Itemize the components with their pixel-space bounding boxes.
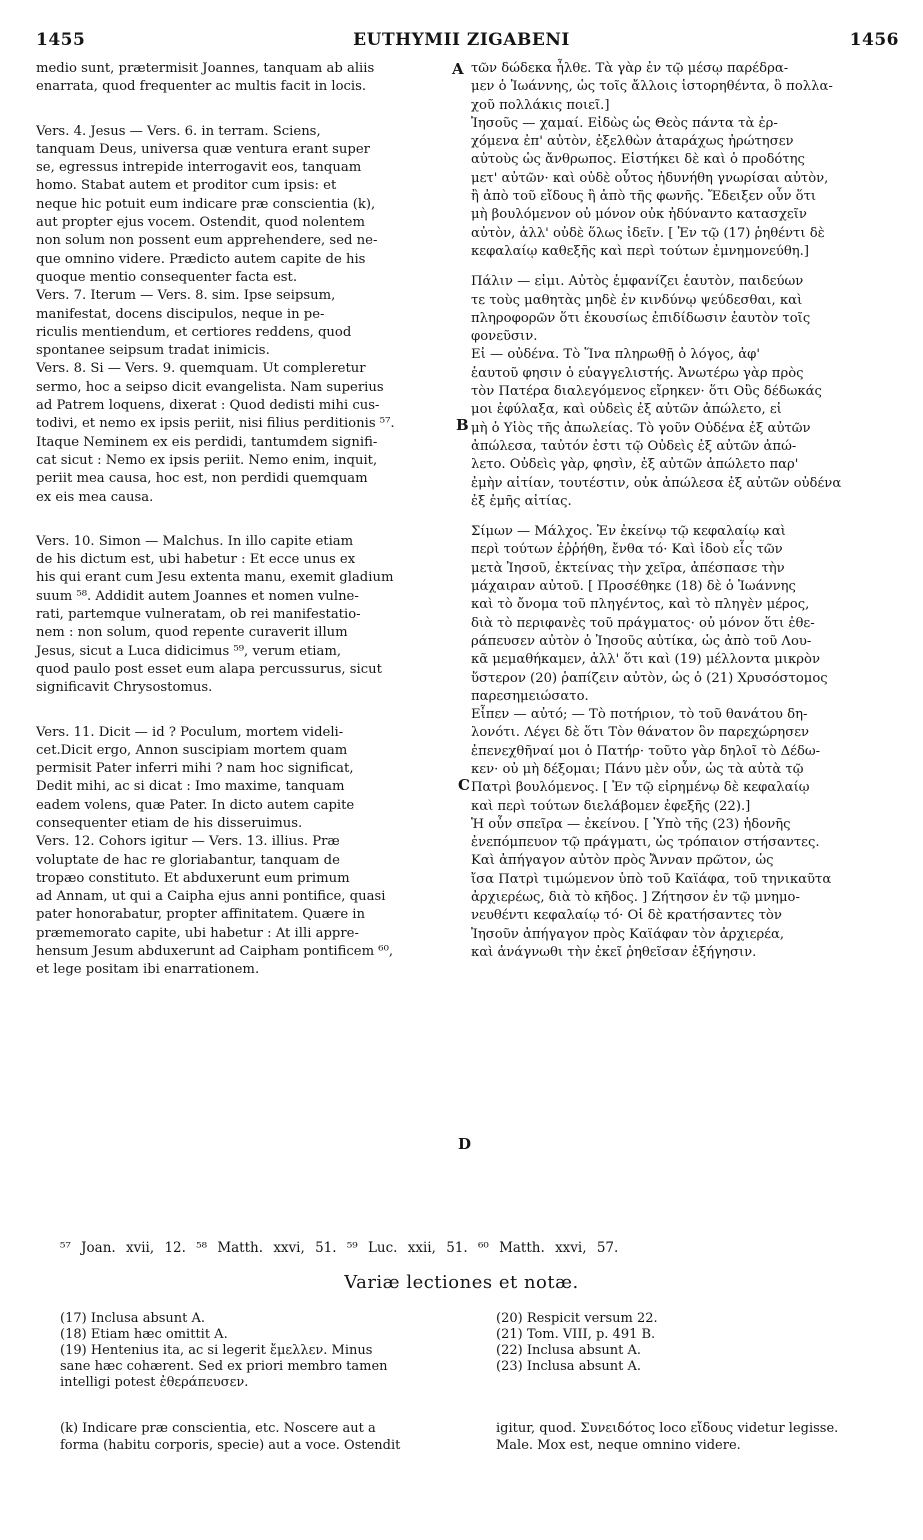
text-line: Vers. 12. Cohors igitur — Vers. 13. illius. Præ	[36, 834, 340, 850]
note-k-right	[496, 1420, 906, 1454]
text-line: τε τοὺς μαθητὰς μηδὲ ἐν κινδύνῳ ψεύδεσθαι, καὶ	[471, 292, 803, 308]
text-line: νευθέντι κεφαλαίῳ τό· Οἱ δὲ κρατήσαντες τὸν	[471, 908, 782, 924]
text-line: κᾶ μεμαθήκαμεν, ἀλλ' ὅτι καὶ (19) μέλλοντα μικρὸν	[471, 652, 820, 668]
variant-notes-right	[496, 1311, 896, 1375]
text-line: riculis mentiendum, et certiores reddens, quod	[36, 324, 352, 340]
text-line: καὶ περὶ τούτων διελάβομεν ἐφεξῆς (22).]	[471, 798, 751, 814]
text-line: et lege positam ibi enarrationem.	[36, 962, 260, 978]
text-line: Jesus, sicut a Luca didicimus ⁵⁹, verum etiam,	[36, 643, 342, 659]
greek-paragraph	[471, 115, 903, 261]
text-line: παρεσημειώσατο.	[471, 688, 589, 704]
latin-paragraph	[36, 724, 454, 834]
footnotes: ⁵⁷ Joan. xvii, 12. ⁵⁸ Matth. xxvi, 51. ⁵⁹ Luc. xxii, 51. ⁶⁰ Matth. xxvi, 57.	[60, 1240, 619, 1256]
text-line: Πατρὶ βουλόμενος. [ Ἐν τῷ εἰρημένῳ δὲ κεφαλαίῳ	[471, 780, 810, 796]
text-line: ράπευσεν αὐτὸν ὁ Ἰησοῦς αὐτίκα, ὡς ἀπὸ τοῦ Λου-	[471, 633, 812, 649]
running-title: EUTHYMII ZIGABENI	[353, 30, 570, 50]
text-line: Σίμων — Μάλχος. Ἐν ἐκείνῳ τῷ κεφαλαίῳ καὶ	[471, 524, 786, 540]
text-line: (k) Indicare præ conscientia, etc. Noscere aut a	[60, 1421, 376, 1436]
latin-column	[36, 60, 454, 980]
text-line: tropæo constituto. Et abduxerunt eum primum	[36, 870, 350, 886]
text-line: ad Annam, ut qui a Caipha ejus anni pontifice, quasi	[36, 889, 386, 905]
text-line: neque hic potuit eum indicare præ conscientia (k),	[36, 196, 376, 212]
text-line: (20) Respicit versum 22.	[496, 1311, 658, 1326]
text-line: Vers. 4. Jesus — Vers. 6. in terram. Sciens,	[36, 123, 321, 139]
latin-paragraph	[36, 533, 454, 698]
text-line: Ἰησοῦν ἀπήγαγον πρὸς Καϊάφαν τὸν ἀρχιερέα,	[471, 926, 785, 942]
text-line: μοι ἐφύλαξα, καὶ οὐδεὶς ἐξ αὐτῶν ἀπώλετο, εἰ	[471, 402, 782, 418]
greek-column	[471, 60, 903, 962]
margin-letter-b: B	[456, 416, 469, 434]
margin-letter-c: C	[458, 776, 470, 794]
text-line: μεν ὁ Ἰωάννης, ὡς τοῖς ἄλλοις ἱστορηθέντα, ὃ πολλα-	[471, 79, 833, 95]
text-line: μετ' αὐτῶν· καὶ οὐδὲ οὗτος ἠδυνήθη γνωρίσαι αὐτὸν,	[471, 170, 829, 186]
text-line: hensum Jesum abduxerunt ad Caipham pontificem ⁶⁰,	[36, 944, 394, 960]
text-line: λονότι. Λέγει δὲ ὅτι Τὸν θάνατον ὃν παρεχώρησεν	[471, 725, 810, 741]
text-line: πληροφορῶν ὅτι ἑκουσίως ἐπιδίδωσιν ἑαυτὸν τοῖς	[471, 310, 811, 326]
text-line: ἀρχιερέως, διὰ τὸ κῆδος. ] Ζήτησον ἐν τῷ μνημο-	[471, 890, 800, 906]
text-line: permisit Pater inferri mihi ? nam hoc significat,	[36, 761, 354, 777]
text-line: non solum non possent eum apprehendere, sed ne-	[36, 233, 378, 249]
text-line: μὴ ὁ Υἱὸς τῆς ἀπωλείας. Τὸ γοῦν Οὐδένα ἐξ αὐτῶν	[471, 420, 811, 436]
variae-lectiones-title: Variæ lectiones et notæ.	[344, 1272, 579, 1293]
text-line: cet.Dicit ergo, Annon suscipiam mortem quam	[36, 742, 348, 758]
text-line: Πάλιν — εἰμι. Αὐτὸς ἐμφανίζει ἑαυτὸν, παιδεύων	[471, 274, 804, 290]
text-line: (19) Hentenius ita, ac si legerit ἔμελλεν. Minus	[60, 1343, 373, 1358]
text-line: tanquam Deus, universa quæ ventura erant super	[36, 141, 370, 157]
text-line: de his dictum est, ubi habetur : Et ecce unus ex	[36, 552, 356, 568]
text-line: Vers. 10. Simon — Malchus. In illo capite etiam	[36, 533, 354, 549]
text-line: his qui erant cum Jesu extenta manu, exemit gladium	[36, 570, 394, 586]
text-line: Male. Mox est, neque omnino videre.	[496, 1438, 741, 1453]
text-line: consequenter etiam de his disseruimus.	[36, 815, 303, 831]
text-line: Vers. 7. Iterum — Vers. 8. sim. Ipse seipsum,	[36, 288, 336, 304]
text-line: Καὶ ἀπήγαγον αὐτὸν πρὸς Ἄνναν πρῶτον, ὡς	[471, 853, 774, 869]
greek-paragraph	[471, 346, 903, 511]
page-number-left: 1455	[36, 30, 86, 50]
text-line: Vers. 8. Si — Vers. 9. quemquam. Ut compleretur	[36, 361, 366, 377]
text-line: καὶ ἀνάγνωθι τὴν ἐκεῖ ῥηθεῖσαν ἐξήγησιν.	[471, 944, 757, 960]
greek-paragraph	[471, 273, 903, 346]
text-line: aut propter ejus vocem. Ostendit, quod nolentem	[36, 215, 365, 231]
latin-paragraph	[36, 60, 454, 97]
text-line: Ἡ οὖν σπεῖρα — ἐκείνου. [ Ὑπὸ τῆς (23) ἡδονῆς	[471, 816, 791, 832]
text-line: (23) Inclusa absunt A.	[496, 1359, 642, 1374]
latin-paragraph	[36, 833, 454, 979]
text-line: ἐμὴν αἰτίαν, τουτέστιν, οὐκ ἀπώλεσα ἐξ αὐτῶν οὐδένα	[471, 475, 842, 491]
text-line: cat sicut : Nemo ex ipsis periit. Nemo enim, inquit,	[36, 452, 378, 468]
text-line: ἑαυτοῦ φησιν ὁ εὐαγγελιστής. Ἀνωτέρω γὰρ πρὸς	[471, 365, 804, 381]
text-line: Ἰησοῦς — χαμαί. Εἰδὼς ὡς Θεὸς πάντα τὰ ἐρ-	[471, 115, 778, 131]
text-line: periit mea causa, hoc est, non perdidi quemquam	[36, 471, 368, 487]
text-line: eadem volens, quæ Pater. In dicto autem capite	[36, 797, 355, 813]
text-line: καὶ τὸ ὄνομα τοῦ πληγέντος, καὶ τὸ πληγὲν μέρος,	[471, 597, 810, 613]
page-number-right: 1456	[849, 30, 899, 50]
margin-letter-d: D	[458, 1135, 472, 1153]
greek-paragraph	[471, 523, 903, 706]
text-line: forma (habitu corporis, specie) aut a voce. Ostendit	[60, 1438, 401, 1453]
text-line: igitur, quod. Συνειδότος loco εἴδους videtur legisse.	[496, 1421, 839, 1436]
text-line: χοῦ πολλάκις ποιεῖ.]	[471, 97, 610, 113]
text-line: todivi, et nemo ex ipsis periit, nisi filius perditionis ⁵⁷.	[36, 416, 395, 432]
text-line: sermo, hoc a seipso dicit evangelista. Nam superius	[36, 379, 384, 395]
text-line: περὶ τούτων ἐῤῥήθη, ἔνθα τό· Καὶ ἰδοὺ εἷς τῶν	[471, 542, 783, 558]
text-line: κεν· οὐ μὴ δέξομαι; Πάνυ μὲν οὖν, ὡς τὰ αὐτὰ τῷ	[471, 761, 804, 777]
text-line: voluptate de hac re gloriabantur, tanquam de	[36, 852, 340, 868]
text-line: μετὰ Ἰησοῦ, ἐκτείνας τὴν χεῖρα, ἀπέσπασε τὴν	[471, 560, 785, 576]
text-line: κεφαλαίῳ καθεξῆς καὶ περὶ τούτων ἐμνημονεύθη.]	[471, 243, 810, 259]
note-k-left	[60, 1420, 460, 1454]
text-line: αὐτὸν, ἀλλ' οὐδὲ ὅλως ἰδεῖν. [ Ἐν τῷ (17) ῥηθέντι δὲ	[471, 225, 825, 241]
text-line: (22) Inclusa absunt A.	[496, 1343, 642, 1358]
text-line: suum ⁵⁸. Addidit autem Joannes et nomen vulne-	[36, 588, 359, 604]
text-line: Dedit mihi, ac si dicat : Imo maxime, tanquam	[36, 779, 345, 795]
text-line: τὸν Πατέρα διαλεγόμενος εἴρηκεν· ὅτι Οὓς δέδωκάς	[471, 384, 822, 400]
text-line: significavit Chrysostomus.	[36, 680, 213, 696]
text-line: Εἶπεν — αὐτό; — Τὸ ποτήριον, τὸ τοῦ θανάτου δη-	[471, 707, 808, 723]
text-line: ex eis mea causa.	[36, 489, 154, 505]
margin-letter-a: A	[452, 60, 464, 78]
text-line: sane hæc cohærent. Sed ex priori membro tamen	[60, 1359, 388, 1374]
text-line: quod paulo post esset eum alapa percussurus, sicut	[36, 661, 382, 677]
text-line: χόμενα ἐπ' αὐτὸν, ἐξελθὼν ἀταράχως ἠρώτησεν	[471, 134, 794, 150]
text-line: (21) Tom. VIII, p. 491 B.	[496, 1327, 656, 1342]
variant-notes-left	[60, 1311, 460, 1391]
greek-paragraph	[471, 60, 903, 115]
text-line: se, egressus intrepide interrogavit eos, tanquam	[36, 160, 362, 176]
text-line: (17) Inclusa absunt A.	[60, 1311, 206, 1326]
text-line: ἐνεπόμπευον τῷ πράγματι, ὡς τρόπαιον στήσαντες.	[471, 835, 820, 851]
text-line: enarrata, quod frequenter ac multis facit in locis.	[36, 79, 367, 95]
latin-paragraph	[36, 360, 454, 506]
text-line: μάχαιραν αὐτοῦ. [ Προσέθηκε (18) δὲ ὁ Ἰωάννης	[471, 579, 796, 595]
text-line: que omnino videre. Prædicto autem capite de his	[36, 251, 366, 267]
text-line: ἢ ἀπὸ τοῦ εἴδους ἢ ἀπὸ τῆς φωνῆς. Ἔδειξεν οὖν ὅτι	[471, 189, 817, 205]
text-line: nem : non solum, quod repente curaverit illum	[36, 625, 348, 641]
text-line: διὰ τὸ περιφανὲς τοῦ πράγματος· οὐ μόνον ὅτι ἐθε-	[471, 615, 815, 631]
greek-paragraph	[471, 706, 903, 816]
greek-paragraph	[471, 816, 903, 962]
text-line: rati, partemque vulneratam, ob rei manifestatio-	[36, 607, 361, 623]
text-line: ἀπώλεσα, ταὐτόν ἐστι τῷ Οὐδεὶς ἐξ αὐτῶν ἀπώ-	[471, 438, 797, 454]
text-line: (18) Etiam hæc omittit A.	[60, 1327, 228, 1342]
text-line: ad Patrem loquens, dixerat : Quod dedisti mihi cus-	[36, 398, 380, 414]
text-line: Itaque Neminem ex eis perdidi, tantumdem signifi-	[36, 434, 378, 450]
text-line: Εἰ — οὐδένα. Τὸ Ἵνα πληρωθῇ ὁ λόγος, ἀφ'	[471, 347, 760, 363]
text-line: spontanee seipsum tradat inimicis.	[36, 343, 270, 359]
text-line: pater honorabatur, propter affinitatem. Quære in	[36, 907, 366, 923]
text-line: φονεῦσιν.	[471, 329, 538, 345]
text-line: ἐξ ἐμῆς αἰτίας.	[471, 493, 572, 509]
text-line: ἴσα Πατρὶ τιμώμενον ὑπὸ τοῦ Καϊάφα, τοῦ τηνικαῦτα	[471, 871, 832, 887]
latin-paragraph	[36, 123, 454, 288]
text-line: αὐτοὺς ὡς ἄνθρωπος. Εἱστήκει δὲ καὶ ὁ προδότης	[471, 152, 805, 168]
text-line: medio sunt, prætermisit Joannes, tanquam ab aliis	[36, 61, 375, 76]
text-line: intelligi potest ἐθεράπευσεν.	[60, 1375, 249, 1390]
text-line: præmemorato capite, ubi habetur : At illi appre-	[36, 925, 359, 941]
text-line: μὴ βουλόμενον οὐ μόνον οὐκ ἠδύναντο κατασχεῖν	[471, 207, 807, 223]
text-line: quoque mentio consequenter facta est.	[36, 269, 298, 285]
text-line: homo. Stabat autem et proditor cum ipsis: et	[36, 178, 337, 194]
text-line: Vers. 11. Dicit — id ? Poculum, mortem videli-	[36, 724, 344, 740]
text-line: ὕστερον (20) ῥαπίζειν αὐτὸν, ὡς ὁ (21) Χρυσόστομος	[471, 670, 828, 686]
text-line: τῶν δώδεκα ἦλθε. Τὰ γὰρ ἐν τῷ μέσῳ παρέδρα-	[471, 61, 789, 76]
text-line: λετο. Οὐδεὶς γὰρ, φησὶν, ἐξ αὐτῶν ἀπώλετο παρ'	[471, 457, 799, 473]
latin-paragraph	[36, 287, 454, 360]
text-line: manifestat, docens discipulos, neque in pe-	[36, 306, 325, 322]
text-line: ἐπενεχθῆναί μοι ὁ Πατήρ· τοῦτο γὰρ δηλοῖ τὸ Δέδω-	[471, 743, 821, 759]
